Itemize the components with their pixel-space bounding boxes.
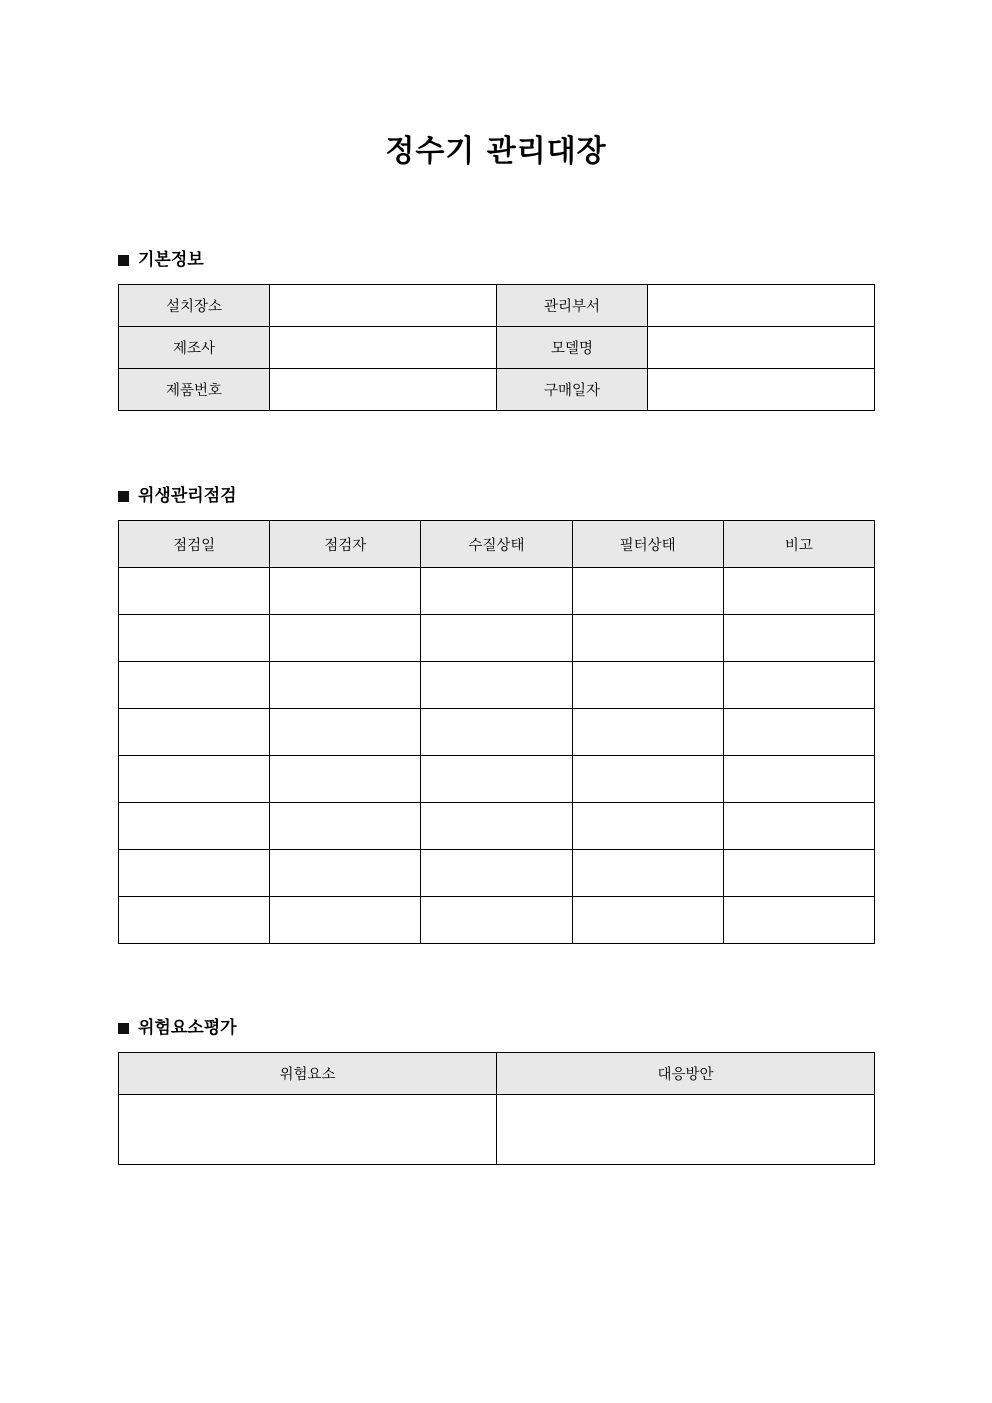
- field-value-managing-department[interactable]: [648, 285, 875, 327]
- table-row: [119, 756, 875, 803]
- cell-filter-status[interactable]: [572, 850, 723, 897]
- cell-filter-status[interactable]: [572, 662, 723, 709]
- cell-water-quality[interactable]: [421, 756, 572, 803]
- risk-assessment-body: [119, 1095, 875, 1165]
- section-heading-hygiene-inspection: [118, 486, 874, 506]
- column-header-remarks: 비고: [723, 521, 874, 568]
- filled-square-icon: [118, 255, 129, 266]
- cell-remarks[interactable]: [723, 756, 874, 803]
- table-header-row: [119, 521, 875, 568]
- field-value-manufacturer[interactable]: [270, 327, 497, 369]
- cell-filter-status[interactable]: [572, 803, 723, 850]
- filled-square-icon: [118, 491, 129, 502]
- field-value-model-name[interactable]: [648, 327, 875, 369]
- cell-inspection-date[interactable]: [119, 568, 270, 615]
- field-value-product-number[interactable]: [270, 369, 497, 411]
- cell-risk-factor[interactable]: [119, 1095, 497, 1165]
- column-header-inspection-date: 점검일: [119, 521, 270, 568]
- cell-inspection-date[interactable]: [119, 756, 270, 803]
- cell-remarks[interactable]: [723, 709, 874, 756]
- field-label-purchase-date: 구매일자: [497, 369, 648, 411]
- cell-remarks[interactable]: [723, 803, 874, 850]
- cell-inspection-date[interactable]: [119, 803, 270, 850]
- basic-info-table: [118, 284, 875, 411]
- cell-water-quality[interactable]: [421, 803, 572, 850]
- field-label-product-number: 제품번호: [119, 369, 270, 411]
- section-basic-info: [118, 250, 874, 411]
- cell-filter-status[interactable]: [572, 709, 723, 756]
- field-label-install-location: 설치장소: [119, 285, 270, 327]
- section-hygiene-inspection: [118, 486, 874, 944]
- cell-remarks[interactable]: [723, 662, 874, 709]
- cell-inspection-date[interactable]: [119, 615, 270, 662]
- table-row: [119, 285, 875, 327]
- table-row: [119, 662, 875, 709]
- cell-filter-status[interactable]: [572, 568, 723, 615]
- cell-remarks[interactable]: [723, 850, 874, 897]
- column-header-countermeasure: 대응방안: [497, 1053, 875, 1095]
- cell-filter-status[interactable]: [572, 897, 723, 944]
- cell-inspection-date[interactable]: [119, 897, 270, 944]
- cell-inspector[interactable]: [270, 568, 421, 615]
- column-header-filter-status: 필터상태: [572, 521, 723, 568]
- cell-remarks[interactable]: [723, 568, 874, 615]
- hygiene-inspection-body: [119, 568, 875, 944]
- table-row: [119, 803, 875, 850]
- column-header-water-quality: 수질상태: [421, 521, 572, 568]
- section-heading-risk-assessment: [118, 1018, 874, 1038]
- section-heading-label: 기본정보: [138, 250, 204, 270]
- field-value-purchase-date[interactable]: [648, 369, 875, 411]
- field-label-model-name: 모델명: [497, 327, 648, 369]
- cell-filter-status[interactable]: [572, 756, 723, 803]
- table-row: [119, 369, 875, 411]
- table-header-row: [119, 1053, 875, 1095]
- section-risk-assessment: [118, 1018, 874, 1165]
- field-value-install-location[interactable]: [270, 285, 497, 327]
- table-row: [119, 897, 875, 944]
- table-row: [119, 615, 875, 662]
- table-row: [119, 327, 875, 369]
- cell-water-quality[interactable]: [421, 662, 572, 709]
- cell-water-quality[interactable]: [421, 709, 572, 756]
- table-row: [119, 850, 875, 897]
- cell-inspection-date[interactable]: [119, 850, 270, 897]
- cell-remarks[interactable]: [723, 615, 874, 662]
- cell-inspection-date[interactable]: [119, 709, 270, 756]
- filled-square-icon: [118, 1023, 129, 1034]
- cell-water-quality[interactable]: [421, 615, 572, 662]
- risk-assessment-table: [118, 1052, 875, 1165]
- cell-countermeasure[interactable]: [497, 1095, 875, 1165]
- cell-inspector[interactable]: [270, 756, 421, 803]
- cell-water-quality[interactable]: [421, 850, 572, 897]
- cell-inspector[interactable]: [270, 897, 421, 944]
- cell-water-quality[interactable]: [421, 568, 572, 615]
- section-heading-basic-info: [118, 250, 874, 270]
- cell-inspector[interactable]: [270, 850, 421, 897]
- cell-inspector[interactable]: [270, 709, 421, 756]
- field-label-manufacturer: 제조사: [119, 327, 270, 369]
- field-label-managing-department: 관리부서: [497, 285, 648, 327]
- hygiene-inspection-table: [118, 520, 875, 944]
- cell-water-quality[interactable]: [421, 897, 572, 944]
- table-row: [119, 709, 875, 756]
- cell-inspector[interactable]: [270, 803, 421, 850]
- cell-remarks[interactable]: [723, 897, 874, 944]
- table-row: [119, 1095, 875, 1165]
- section-heading-label: 위생관리점검: [138, 486, 237, 506]
- cell-inspection-date[interactable]: [119, 662, 270, 709]
- page-title: 정수기 관리대장: [385, 134, 607, 169]
- section-heading-label: 위험요소평가: [138, 1018, 237, 1038]
- cell-filter-status[interactable]: [572, 615, 723, 662]
- column-header-risk-factor: 위험요소: [119, 1053, 497, 1095]
- cell-inspector[interactable]: [270, 615, 421, 662]
- cell-inspector[interactable]: [270, 662, 421, 709]
- table-row: [119, 568, 875, 615]
- column-header-inspector: 점검자: [270, 521, 421, 568]
